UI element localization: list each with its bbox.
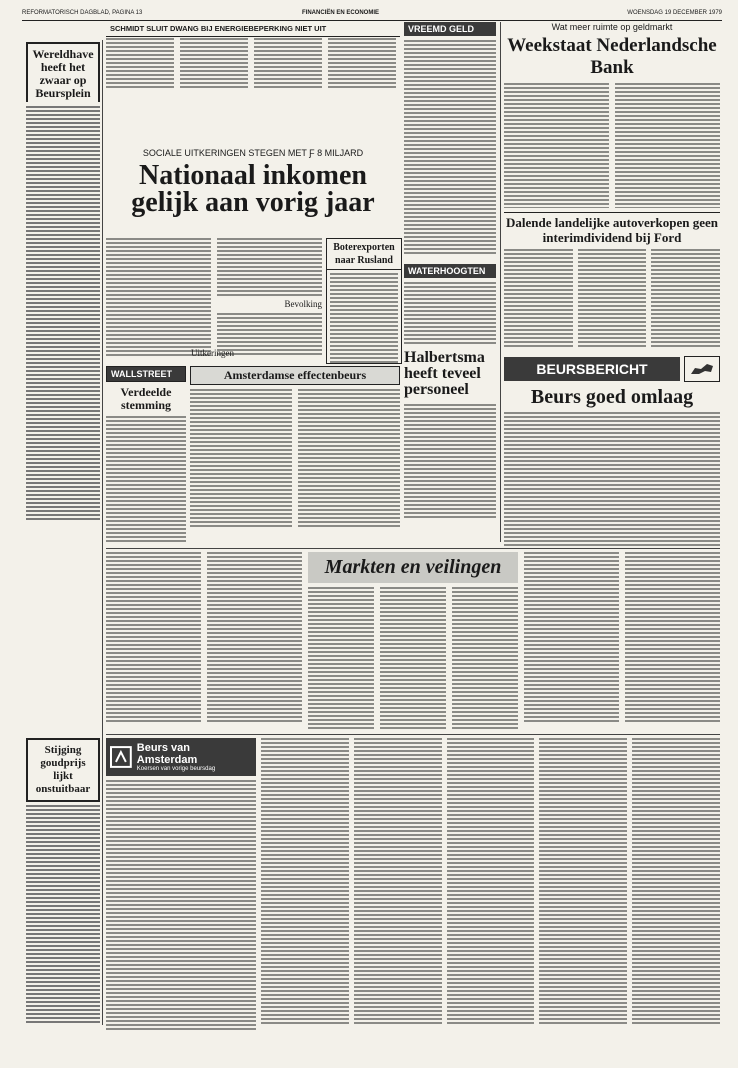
- beursbericht-title: Beurs goed omlaag: [530, 386, 694, 408]
- article-wallstreet: [106, 366, 186, 546]
- schmidt-columns: [106, 38, 396, 90]
- article-wereldhave: [26, 42, 100, 522]
- nationaal-inkomen-body: [106, 238, 322, 362]
- article-halbertsma: [404, 348, 496, 546]
- article-vreemd-geld: [404, 22, 496, 262]
- beursvan-sub: Koersen van vorige beursdag: [136, 766, 216, 772]
- beurs-logo-icon: [110, 746, 132, 768]
- waterhoogten-label: WATERHOOGTEN: [404, 264, 496, 278]
- wereldhave-body: [26, 106, 100, 522]
- wallstreet-label: WALLSTREET: [106, 366, 186, 382]
- beursvan-title: Beurs van Amsterdam: [136, 742, 198, 766]
- newspaper-page: [22, 8, 722, 1058]
- header-section: FINANCIËN EN ECONOMIE: [302, 10, 380, 16]
- uitkeringen-subhead: Uitkeringen: [191, 348, 234, 358]
- article-dalende-autoverkopen: [504, 212, 720, 352]
- dalende-title: Dalende landelijke autoverkopen geen interimdividend bij Ford: [504, 212, 720, 245]
- markten-title: Markten en veilingen: [308, 552, 517, 583]
- beursbericht-label: BEURSBERICHT: [504, 357, 680, 381]
- article-beursbericht: [504, 356, 720, 546]
- article-weekstaat: [504, 22, 720, 208]
- bull-icon: [684, 356, 720, 382]
- wallstreet-title: Verdeelde stemming: [120, 385, 172, 412]
- article-nationaal-inkomen-headline: [106, 144, 400, 234]
- page-header: [22, 8, 722, 21]
- stijging-title-box: [26, 738, 100, 802]
- wereldhave-title-box: [26, 42, 100, 102]
- article-schmidt: [106, 22, 400, 142]
- article-amsterdamse-effectenbeurs: [190, 366, 400, 546]
- boterexporten-title: Boterexporten naar Rusland: [327, 239, 401, 270]
- article-waterhoogten: [404, 264, 496, 344]
- article-markten-en-veilingen: [106, 552, 720, 730]
- header-date: WOENSDAG 19 DECEMBER 1979: [627, 10, 722, 16]
- weekstaat-kicker: Wat meer ruimte op geldmarkt: [551, 22, 673, 32]
- vreemdgeld-label: VREEMD GELD: [404, 22, 496, 36]
- amsterdamse-title: Amsterdamse effectenbeurs: [190, 366, 400, 385]
- stijging-body: [26, 805, 100, 1023]
- wereldhave-title: Wereldhave heeft het zwaar op Beursplein: [32, 47, 94, 100]
- sociale-kicker: SOCIALE UITKERINGEN STEGEN MET Ƒ 8 MILJARD: [142, 148, 364, 158]
- article-beurs-van-amsterdam: [106, 738, 720, 1030]
- beursvan-header: [106, 738, 256, 776]
- weekstaat-title: Weekstaat Nederlandsche Bank: [507, 35, 717, 78]
- article-boterexporten: [326, 238, 402, 364]
- article-stijging-goudprijs: [26, 738, 100, 1028]
- bevolking-subhead: Bevolking: [284, 299, 322, 309]
- halbertsma-title: Halbertsma heeft teveel personeel: [404, 349, 485, 398]
- header-left: REFORMATORISCH DAGBLAD, PAGINA 13: [22, 10, 143, 16]
- stijging-title: Stijging goudprijs lijkt onstuitbaar: [35, 744, 91, 795]
- sociale-title: Nationaal inkomen gelijk aan vorig jaar: [131, 160, 375, 218]
- schmidt-title: SCHMIDT SLUIT DWANG BIJ ENERGIEBEPERKING NIET UIT: [106, 22, 400, 37]
